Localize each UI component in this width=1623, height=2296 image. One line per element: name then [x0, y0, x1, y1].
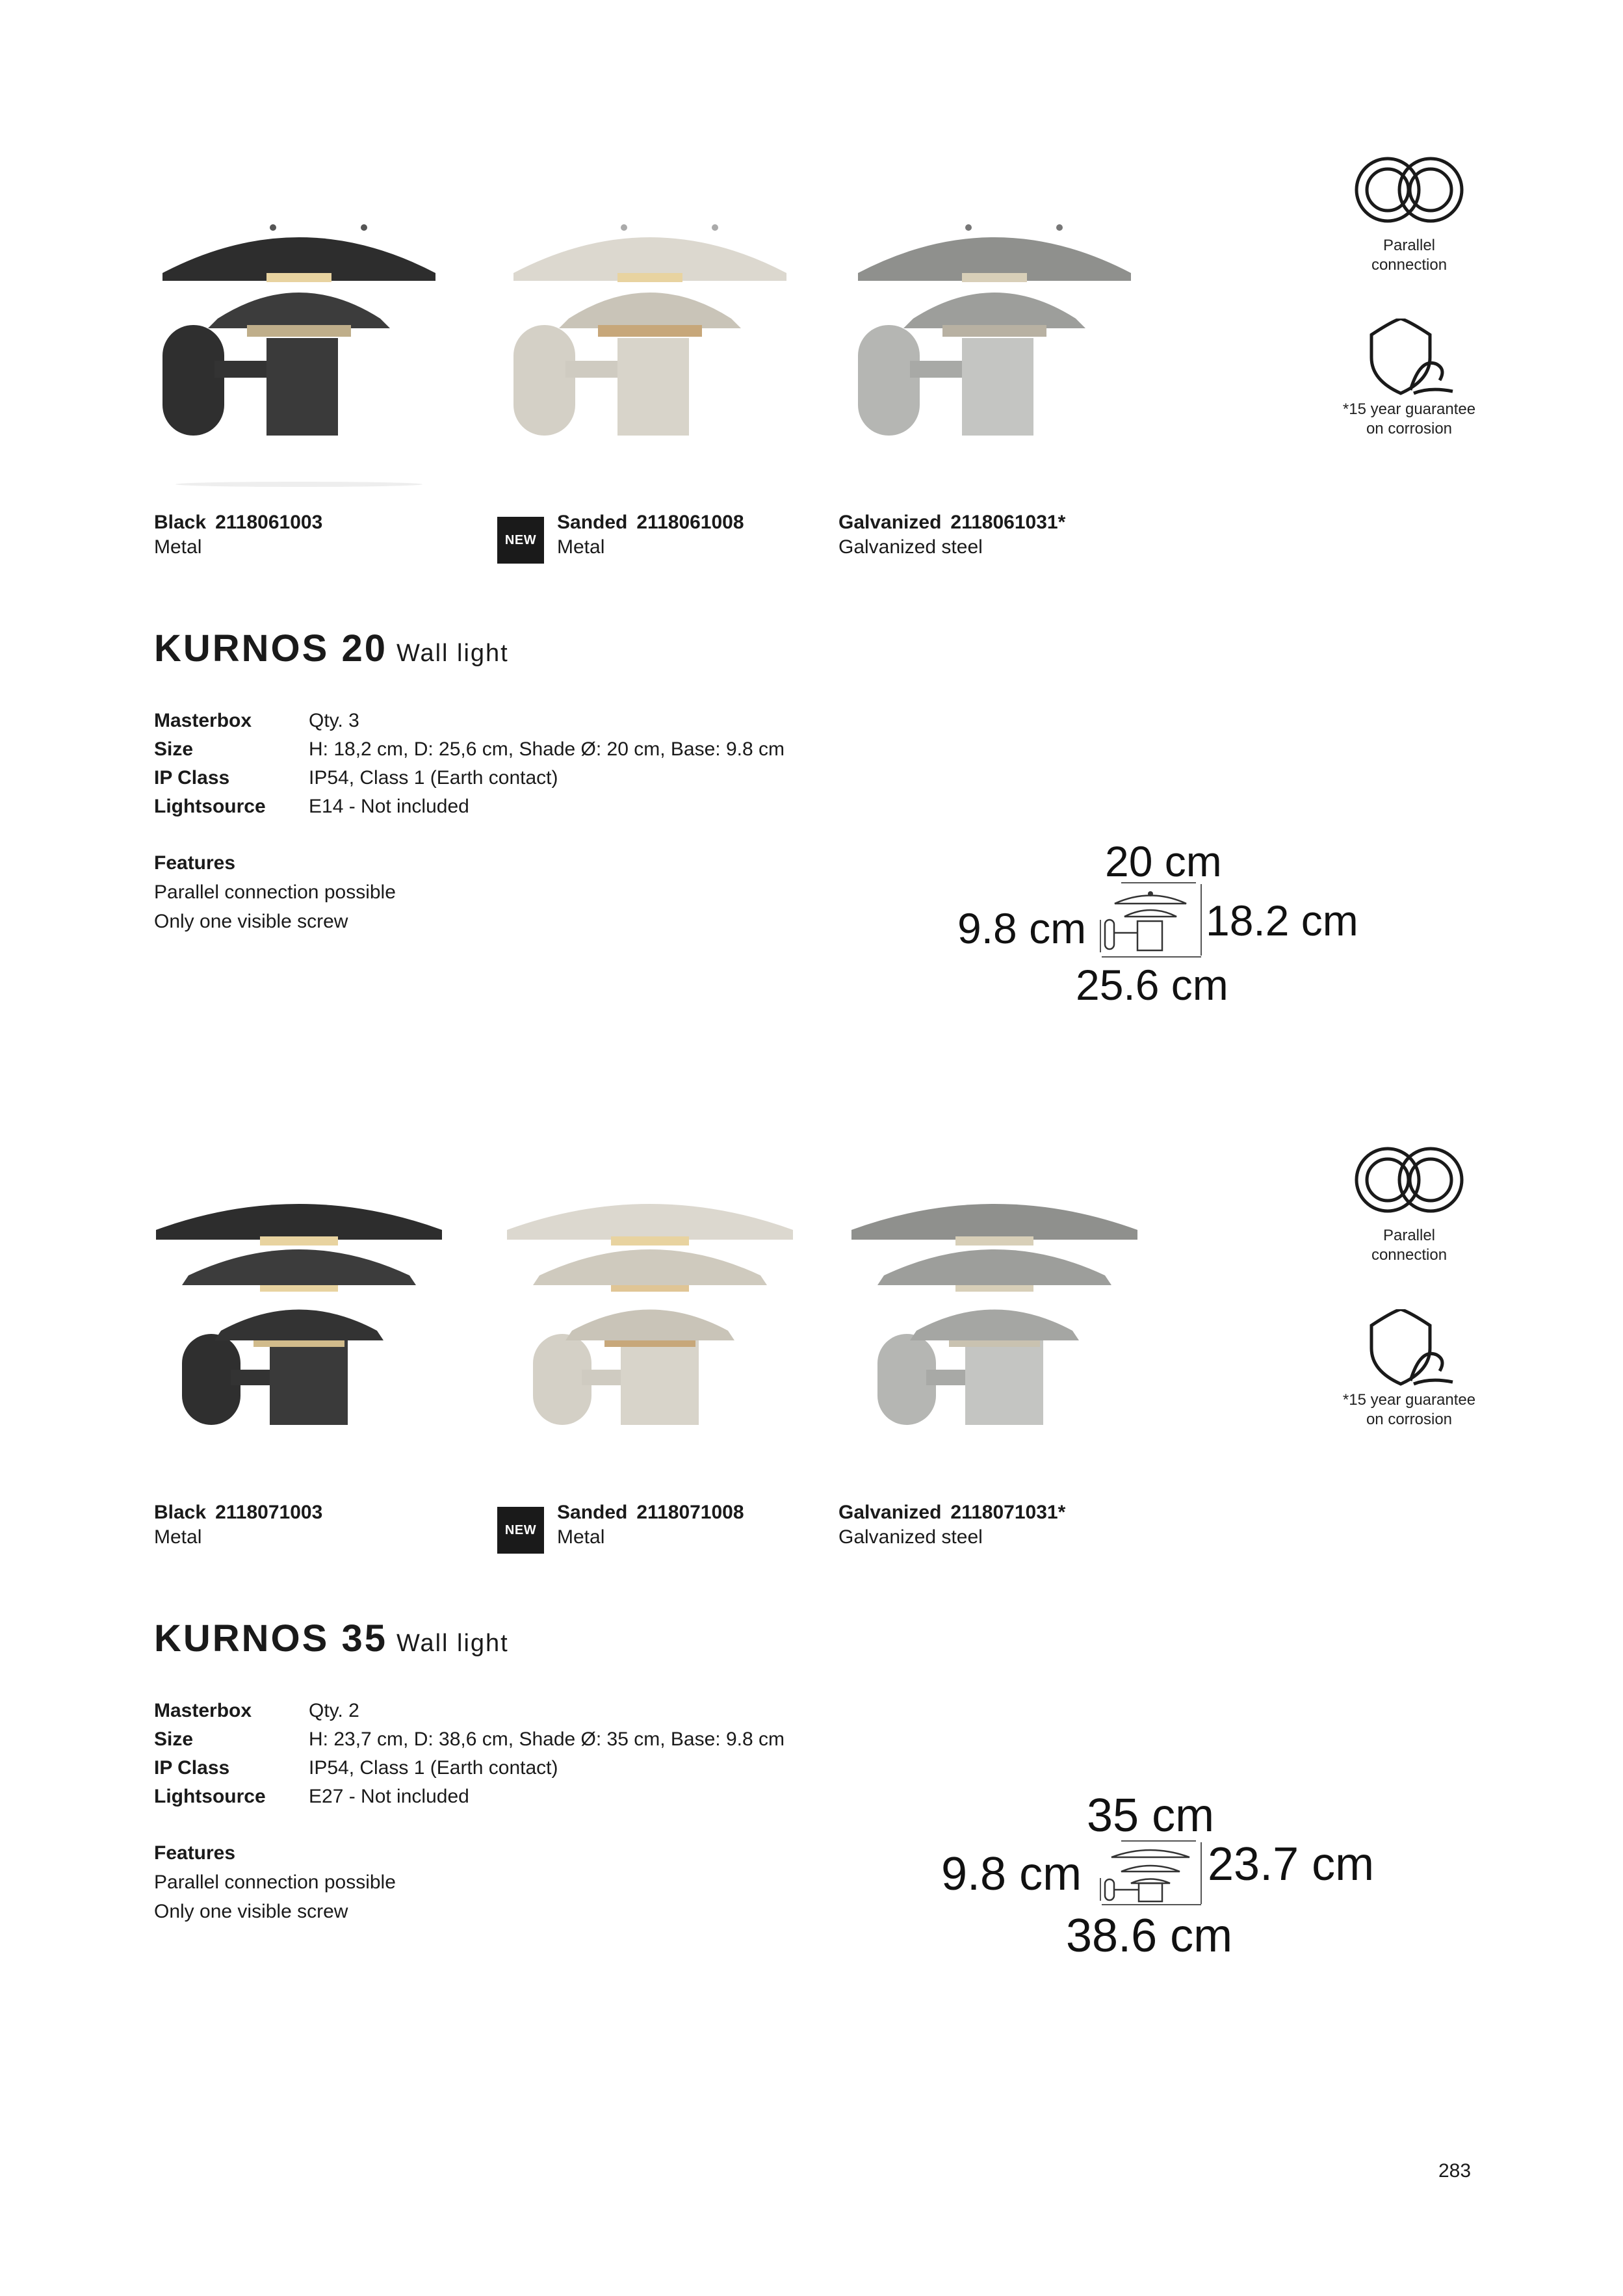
variant-galvanized: Galvanized 2118061031* Galvanized steel — [838, 512, 1066, 558]
page-number: 283 — [1438, 2160, 1472, 2182]
feature-item: Parallel connection possible — [154, 1872, 396, 1893]
dimension-drawing — [1098, 1839, 1202, 1907]
feature-item: Only one visible screw — [154, 911, 348, 932]
dimension-height: 23.7 cm — [1208, 1838, 1375, 1890]
product-image-black — [149, 1184, 448, 1483]
product-image-galvanized — [845, 1184, 1144, 1483]
parallel-connection-caption: Parallel connection — [1371, 1227, 1448, 1264]
product-image-sanded — [500, 189, 799, 488]
dimension-shade: 20 cm — [1105, 837, 1222, 885]
product-section-kurnos-35: Parallel connection *15 year guarantee on corrosion Black 2118071003 Metal NEW Sanded 2118071008 Metal Galvanized 2118071031* Galvanized steel KURNOS 35 Wall light Masterbox Qty. 2 Size H: 23,7 cm, D: 38,6 cm, Shade Ø: 35 cm, Base: 9.8 cm IP Class IP54, Class 1 (Earth contact) Lightsource E27 - Not included Features Parallel connection possible Only one visible screw 35 cm 9.8 cm 23.7 cm 38.6 cm — [0, 993, 1623, 1987]
dimension-drawing — [1098, 881, 1202, 959]
corrosion-guarantee-icon — [1365, 1309, 1456, 1387]
variant-black: Black 2118061003 Metal — [154, 512, 323, 558]
variant-sanded: Sanded 2118071008 Metal — [557, 1502, 744, 1548]
corrosion-guarantee-icon — [1365, 319, 1456, 397]
corrosion-guarantee-caption: *15 year guarantee on corrosion — [1342, 400, 1476, 437]
product-section-kurnos-20: Parallel connection *15 year guarantee on corrosion Black 2118061003 Metal NEW Sanded 2118061008 Metal Galvanized 2118061031* Galvanized steel KURNOS 20 Wall light Masterbox Qty. 3 Size H: 18,2 cm, D: 25,6 cm, Shade Ø: 20 cm, Base: 9.8 cm IP Class IP54, Class 1 (Earth contact) Lightsource E14 - Not included Features Parallel connection possible Only one visible screw 20 cm 9.8 cm 18.2 cm 25.6 cm — [0, 0, 1623, 995]
product-title: KURNOS 35 Wall light — [154, 1617, 509, 1660]
variant-galvanized: Galvanized 2118071031* Galvanized steel — [838, 1502, 1066, 1548]
parallel-connection-icon — [1354, 1144, 1464, 1216]
dimension-base: 9.8 cm — [941, 1848, 1082, 1900]
product-title: KURNOS 20 Wall light — [154, 627, 509, 670]
variant-black: Black 2118071003 Metal — [154, 1502, 323, 1548]
product-image-black — [149, 189, 448, 488]
parallel-connection-icon — [1354, 154, 1464, 226]
dimension-depth: 38.6 cm — [1066, 1910, 1233, 1962]
feature-item: Parallel connection possible — [154, 881, 396, 903]
dimension-shade: 35 cm — [1087, 1790, 1215, 1842]
parallel-connection-caption: Parallel connection — [1371, 237, 1448, 274]
dimension-base: 9.8 cm — [957, 904, 1087, 952]
dimension-height: 18.2 cm — [1206, 896, 1358, 945]
features-list: Features Parallel connection possible Only one visible screw — [154, 848, 396, 936]
feature-item: Only one visible screw — [154, 1901, 348, 1922]
product-image-sanded — [500, 1184, 799, 1483]
variant-sanded: Sanded 2118061008 Metal — [557, 512, 744, 558]
new-badge: NEW — [497, 517, 544, 564]
dimension-depth: 25.6 cm — [1076, 961, 1228, 1009]
product-image-galvanized — [845, 189, 1144, 488]
features-list: Features Parallel connection possible Only one visible screw — [154, 1838, 396, 1926]
new-badge: NEW — [497, 1507, 544, 1554]
corrosion-guarantee-caption: *15 year guarantee on corrosion — [1342, 1391, 1476, 1428]
